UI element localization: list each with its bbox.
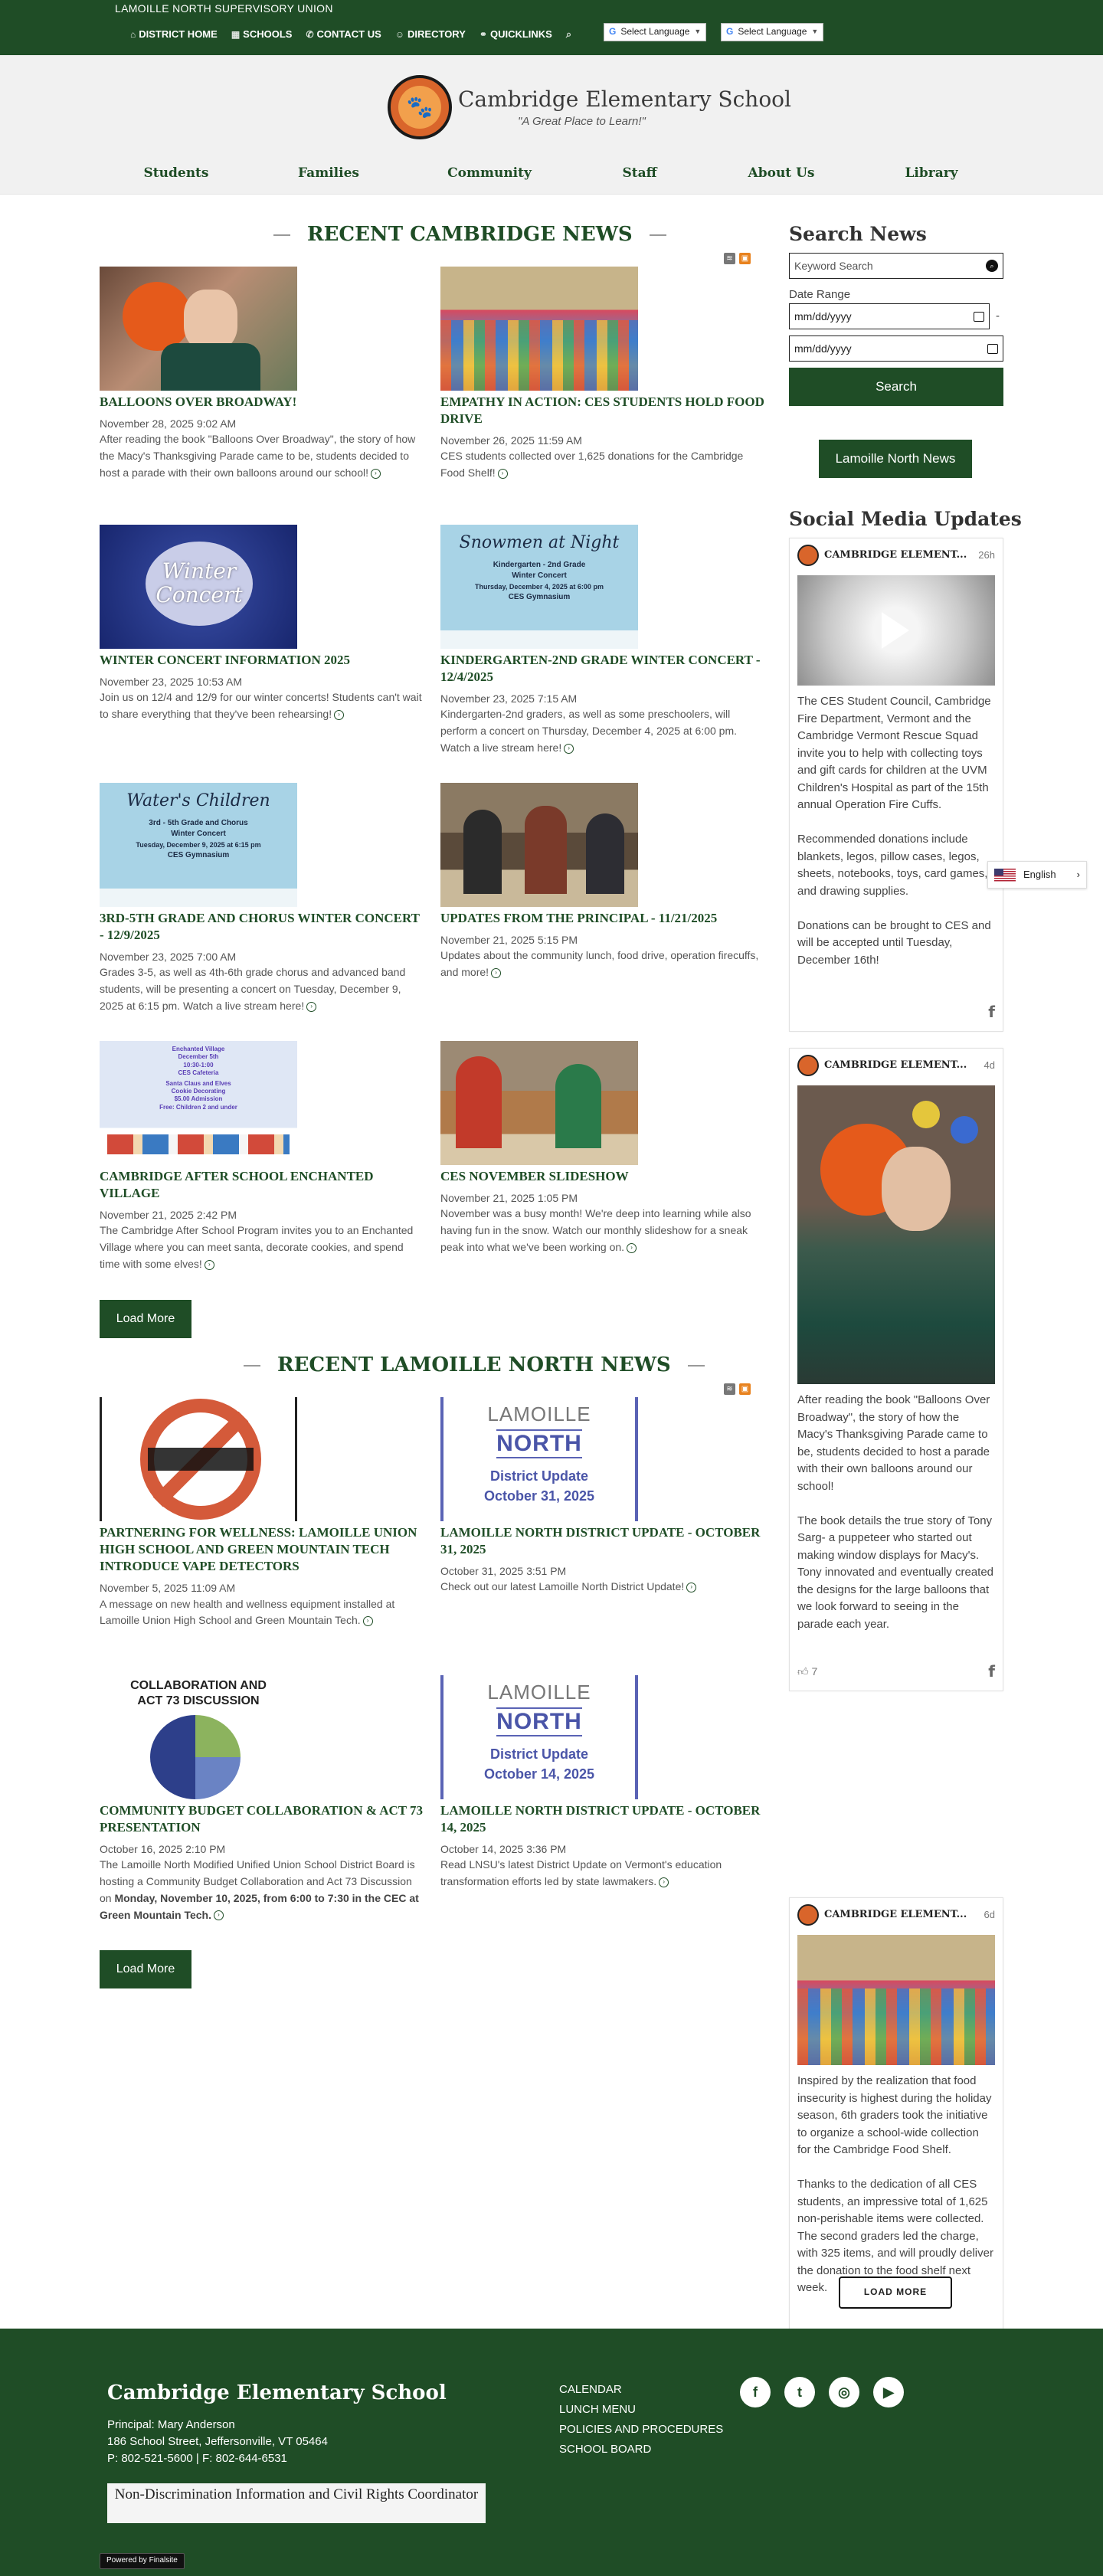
news-summary: Check out our latest Lamoille North District Update! › — [440, 1579, 766, 1596]
nav-community[interactable]: Community — [447, 165, 532, 181]
facebook-icon[interactable]: f — [988, 1662, 995, 1681]
footer-links — [559, 2380, 723, 2460]
footer-link-calendar[interactable]: CALENDAR — [559, 2383, 622, 2396]
play-icon[interactable] — [882, 612, 909, 649]
news-title[interactable]: 3RD-5TH GRADE AND CHORUS WINTER CONCERT - 12/9/2025 — [100, 911, 420, 943]
news-date: November 21, 2025 5:15 PM — [440, 934, 578, 947]
news-card[interactable] — [100, 525, 425, 723]
us-flag-icon — [994, 869, 1016, 882]
news-summary: Kindergarten-2nd graders, as well as some preschoolers, will perform a concert on Thursday, December 4, 2025 at 6:00 pm. Watch a live stream here! › — [440, 708, 738, 754]
read-more-icon[interactable]: › — [491, 968, 501, 978]
search-icon[interactable]: ⌕ — [565, 28, 572, 40]
news-title[interactable]: PARTNERING FOR WELLNESS: LAMOILLE UNION HIGH SCHOOL AND GREEN MOUNTAIN TECH INTRODUCE VAPE DETECTORS — [100, 1525, 417, 1574]
chevron-right-icon: › — [1076, 868, 1080, 880]
like-count[interactable]: 👍︎ 7 — [797, 1665, 818, 1678]
link-icon: ⚭ — [479, 29, 487, 40]
news-date: November 21, 2025 1:05 PM — [440, 1192, 578, 1205]
read-more-icon[interactable]: › — [498, 469, 508, 479]
facebook-icon[interactable]: f — [988, 1003, 995, 1021]
avatar — [797, 545, 819, 566]
google-translate-select-1[interactable]: G Select Language ▼ — [604, 23, 706, 41]
news-title[interactable]: COMMUNITY BUDGET COLLABORATION & ACT 73 PRESENTATION — [100, 1803, 424, 1835]
nav-about-us[interactable]: About Us — [748, 165, 815, 181]
news-date: November 5, 2025 11:09 AM — [100, 1582, 236, 1595]
news-image-slideshow[interactable] — [440, 1041, 638, 1165]
social-links — [740, 2377, 904, 2407]
news-summary: Join us on 12/4 and 12/9 for our winter concerts! Students can't wait to share everything that they've been rehearsing! › — [100, 691, 422, 721]
google-translate-select-2[interactable]: G Select Language ▼ — [721, 23, 823, 41]
read-more-icon[interactable]: › — [205, 1260, 214, 1270]
calendar-feed-icon[interactable]: ▣ — [739, 253, 751, 264]
lamoille-north-news-button[interactable]: Lamoille North News — [819, 440, 972, 478]
district-news-card[interactable] — [440, 1675, 766, 1890]
news-date: October 16, 2025 2:10 PM — [100, 1843, 226, 1856]
search-news-title: Search News — [789, 223, 927, 245]
post-author: CAMBRIDGE ELEMENT... — [824, 1908, 967, 1920]
read-more-icon[interactable]: › — [363, 1616, 373, 1626]
read-more-icon[interactable]: › — [686, 1583, 696, 1592]
news-title[interactable]: KINDERGARTEN-2ND GRADE WINTER CONCERT - 12/4/2025 — [440, 653, 761, 685]
district-news-load-more-button[interactable]: Load More — [100, 1950, 191, 1988]
news-summary: The Lamoille North Modified Unified Union School District Board is hosting a Community Budget Collaboration and Act 73 Discussion on Monday, November 10, 2025, from 6:00 to 7:30 in the CEC at Green Mountain Tech. › — [100, 1858, 419, 1921]
read-more-icon[interactable]: › — [214, 1910, 224, 1920]
nav-library[interactable]: Library — [905, 165, 958, 181]
post-image[interactable] — [797, 1935, 995, 2065]
post-text: Inspired by the realization that food insecurity is highest during the holiday season, 6th graders took the initiative to organize a school-wide collection for the Cambridge Food Shelf. Thanks to the dedication of all CES students, an impressive total of 1,625 non-perishable items were collected. The second graders led the charge, with 325 items, and will proudly deliver the donation to the food shelf next week. — [797, 2074, 993, 2294]
news-title[interactable]: WINTER CONCERT INFORMATION 2025 — [100, 653, 350, 667]
news-image-balloons[interactable] — [100, 267, 297, 391]
school-logo[interactable] — [388, 75, 452, 139]
calendar-feed-icon[interactable]: ▣ — [739, 1383, 751, 1395]
date-range-label: Date Range — [789, 288, 851, 301]
post-text: The CES Student Council, Cambridge Fire Department, Vermont and the Cambridge Vermont Rescue Squad invite you to help with collecting toys and gift cards for children at the UVM Children's Hospital as part of the 15th annual Operation Fire Cuffs. Recommended donations include blankets, legos, pillow cases, legos, sheets, notebooks, toys, card games, and drawing supplies. Donations can be brought to CES and will be accepted until Tuesday, December 16th! — [797, 695, 991, 967]
news-image-snowmen[interactable]: Snowmen at Night Kindergarten - 2nd Grade Winter Concert Thursday, December 4, 2025 at 6:00 pm CES Gymnasium — [440, 525, 638, 649]
news-date: November 23, 2025 7:00 AM — [100, 951, 237, 964]
read-more-icon[interactable]: › — [334, 710, 344, 720]
news-load-more-button[interactable]: Load More — [100, 1300, 191, 1338]
utility-link-quicklinks[interactable]: ⚭ QUICKLINKS — [479, 28, 552, 42]
site-footer — [0, 2329, 1103, 2576]
footer-link-lunch-menu[interactable]: LUNCH MENU — [559, 2403, 637, 2416]
news-summary: Updates about the community lunch, food drive, operation firecuffs, and more! › — [440, 949, 759, 979]
rss-icon[interactable]: ≋ — [724, 253, 735, 264]
search-button[interactable]: Search — [789, 368, 1003, 406]
district-news-card[interactable] — [440, 1397, 766, 1596]
avatar — [797, 1904, 819, 1926]
footer-school-name: Cambridge Elementary School — [107, 2381, 447, 2404]
news-image-principal-updates[interactable] — [440, 783, 638, 907]
utility-link-schools[interactable]: ▦ SCHOOLS — [231, 28, 293, 42]
news-summary: November was a busy month! We're deep into learning while also having fun in the snow. Watch our monthly slideshow for a sneak peak into what we've been working on. › — [440, 1207, 751, 1253]
news-title[interactable]: UPDATES FROM THE PRINCIPAL - 11/21/2025 — [440, 911, 718, 925]
district-news-card[interactable] — [100, 1675, 425, 1923]
read-more-icon[interactable]: › — [306, 1002, 316, 1012]
avatar — [797, 1055, 819, 1076]
news-date: November 23, 2025 10:53 AM — [100, 676, 243, 689]
news-date: October 31, 2025 3:51 PM — [440, 1565, 567, 1578]
news-card[interactable] — [440, 783, 766, 981]
news-card[interactable] — [100, 1041, 425, 1273]
nav-staff[interactable]: Staff — [622, 165, 657, 181]
news-date: November 26, 2025 11:59 AM — [440, 434, 582, 447]
post-image[interactable] — [797, 1085, 995, 1384]
news-image-winter-concert[interactable]: Winter Concert — [100, 525, 297, 649]
news-image-food-drive[interactable] — [440, 267, 638, 391]
district-feed-icons — [724, 1383, 751, 1395]
post-text: After reading the book "Balloons Over Broadway", the story of how the Macy's Thanksgiving Parade came to be, students decided to host a parade with their own balloons around our school! The book details the true story of Tony Sarg- a puppeteer who started out making window displays for Macy's. Tony innovated and eventually created the designs for the large balloons that we look forward to seeing in the parade each year. — [797, 1393, 994, 1631]
start-date-input[interactable]: mm/dd/yyyy — [789, 303, 990, 329]
utility-link-district-home[interactable]: ⌂ DISTRICT HOME — [130, 28, 218, 42]
news-summary: Grades 3-5, as well as 4th-6th grade chorus and advanced band students, will be presenting a concert on Tuesday, December 9, 2025 at 6:15 pm. Watch a live stream here! › — [100, 966, 406, 1012]
schools-icon: ▦ — [231, 29, 241, 40]
rss-icon[interactable]: ≋ — [724, 1383, 735, 1395]
news-image-district-update[interactable]: LAMOILLE NORTH District Update October 14, 2025 — [440, 1675, 638, 1799]
post-age: 4d — [984, 1059, 995, 1071]
footer-link-school-board[interactable]: SCHOOL BOARD — [559, 2443, 652, 2456]
twitter-icon[interactable]: t — [784, 2377, 815, 2407]
keyword-search-input[interactable]: Keyword Search ⌕ — [789, 253, 1003, 279]
social-post[interactable] — [789, 538, 1003, 1032]
thumbs-up-icon: 👍︎ — [797, 1665, 809, 1678]
facebook-icon[interactable]: f — [740, 2377, 771, 2407]
powered-by-badge[interactable]: Powered by Finalsite — [100, 2553, 185, 2569]
news-title[interactable]: EMPATHY IN ACTION: CES STUDENTS HOLD FOOD DRIVE — [440, 394, 764, 427]
news-card[interactable] — [100, 783, 425, 1015]
news-image-waters-children[interactable]: Water's Children 3rd - 5th Grade and Chorus Winter Concert Tuesday, December 9, 2025 at 6:15 pm CES Gymnasium — [100, 783, 297, 907]
district-name[interactable]: LAMOILLE NORTH SUPERVISORY UNION — [115, 2, 333, 15]
news-card[interactable] — [100, 267, 425, 481]
utility-bar — [0, 0, 1103, 55]
news-summary: Read LNSU's latest District Update on Vermont's education transformation efforts led by state lawmakers. › — [440, 1858, 722, 1888]
nav-students[interactable]: Students — [143, 165, 209, 181]
post-author: CAMBRIDGE ELEMENT... — [824, 548, 967, 561]
phone-icon: ✆ — [306, 29, 314, 40]
district-news-section-title: RECENT LAMOILLE NORTH NEWS — [244, 1351, 705, 1380]
news-title[interactable]: LAMOILLE NORTH DISTRICT UPDATE - OCTOBER 31, 2025 — [440, 1525, 761, 1557]
news-summary: A message on new health and wellness equipment installed at Lamoille Union High School and Green Mountain Tech. › — [100, 1597, 395, 1627]
read-more-icon[interactable]: › — [371, 469, 381, 479]
news-image-enchanted-village[interactable]: Enchanted Village December 5th 10:30-1:00 CES Cafeteria Santa Claus and Elves Cookie Decorating $5.00 Admission Free: Children 2 and under — [100, 1041, 297, 1165]
google-icon: G — [609, 26, 617, 38]
chevron-down-icon: ▼ — [694, 28, 702, 36]
utility-nav — [130, 28, 571, 42]
home-icon: ⌂ — [130, 29, 136, 40]
news-card[interactable] — [440, 1041, 766, 1255]
news-image-no-vaping[interactable] — [100, 1397, 297, 1521]
news-image-district-update[interactable]: LAMOILLE NORTH District Update October 31, 2025 — [440, 1397, 638, 1521]
news-card[interactable] — [440, 267, 766, 482]
read-more-icon[interactable]: › — [659, 1877, 669, 1887]
news-date: October 14, 2025 3:36 PM — [440, 1843, 567, 1856]
utility-link-contact[interactable]: ✆ CONTACT US — [306, 28, 381, 42]
news-card[interactable] — [440, 525, 766, 757]
read-more-icon[interactable]: › — [564, 744, 574, 754]
district-news-card[interactable] — [100, 1397, 425, 1629]
post-author: CAMBRIDGE ELEMENT... — [824, 1059, 967, 1071]
feed-icons — [724, 253, 751, 264]
instagram-icon[interactable]: ◎ — [829, 2377, 859, 2407]
news-date: November 28, 2025 9:02 AM — [100, 417, 237, 430]
school-tagline: "A Great Place to Learn!" — [518, 115, 646, 128]
date-range-dash: - — [996, 309, 1000, 322]
news-image-budget[interactable]: COLLABORATION AND ACT 73 DISCUSSION — [100, 1675, 297, 1799]
language-widget[interactable]: English › — [987, 861, 1087, 889]
news-date: November 21, 2025 2:42 PM — [100, 1209, 237, 1222]
news-title[interactable]: LAMOILLE NORTH DISTRICT UPDATE - OCTOBER 14, 2025 — [440, 1803, 761, 1835]
school-name[interactable]: Cambridge Elementary School — [458, 87, 791, 112]
youtube-icon[interactable]: ▶ — [873, 2377, 904, 2407]
search-icon[interactable]: ⌕ — [986, 260, 998, 272]
news-summary: CES students collected over 1,625 donations for the Cambridge Food Shelf! › — [440, 450, 744, 480]
footer-link-policies[interactable]: POLICIES AND PROCEDURES — [559, 2423, 724, 2436]
news-title[interactable]: CES NOVEMBER SLIDESHOW — [440, 1169, 629, 1183]
footer-contact: Principal: Mary Anderson 186 School Street, Jeffersonville, VT 05464 P: 802-521-5600 | F: 802-644-6531 — [107, 2418, 328, 2465]
post-video-thumbnail[interactable] — [797, 575, 995, 686]
read-more-icon[interactable]: › — [627, 1243, 637, 1253]
post-age: 26h — [978, 548, 995, 561]
main-content — [0, 195, 1103, 2576]
social-post[interactable] — [789, 1048, 1003, 1691]
bulldog-icon: 🐾 — [398, 86, 441, 129]
news-title[interactable]: CAMBRIDGE AFTER SCHOOL ENCHANTED VILLAGE — [100, 1169, 374, 1201]
end-date-input[interactable]: mm/dd/yyyy — [789, 336, 1003, 362]
calendar-icon[interactable] — [987, 344, 998, 354]
site-header — [0, 55, 1103, 195]
nondiscrimination-button[interactable]: Non-Discrimination Information and Civil Rights Coordinator — [107, 2483, 486, 2523]
calendar-icon[interactable] — [974, 312, 984, 322]
news-title[interactable]: BALLOONS OVER BROADWAY! — [100, 394, 297, 409]
news-section-title: RECENT CAMBRIDGE NEWS — [273, 221, 666, 250]
news-date: November 23, 2025 7:15 AM — [440, 692, 578, 705]
people-icon: ☺ — [394, 29, 405, 40]
google-icon: G — [726, 26, 734, 38]
news-summary: After reading the book "Balloons Over Broadway", the story of how the Macy's Thanksgiving Parade came to be, students decided to host a parade with their own balloons around our school! › — [100, 433, 416, 479]
nav-families[interactable]: Families — [298, 165, 359, 181]
social-media-title: Social Media Updates — [789, 508, 1022, 530]
social-load-more-button[interactable]: LOAD MORE — [839, 2277, 952, 2309]
chevron-down-icon: ▼ — [811, 28, 819, 36]
post-age: 6d — [984, 1908, 995, 1920]
utility-link-directory[interactable]: ☺ DIRECTORY — [395, 28, 466, 42]
news-summary: The Cambridge After School Program invites you to an Enchanted Village where you can meet santa, decorate cookies, and spend time with some elves! › — [100, 1224, 414, 1270]
